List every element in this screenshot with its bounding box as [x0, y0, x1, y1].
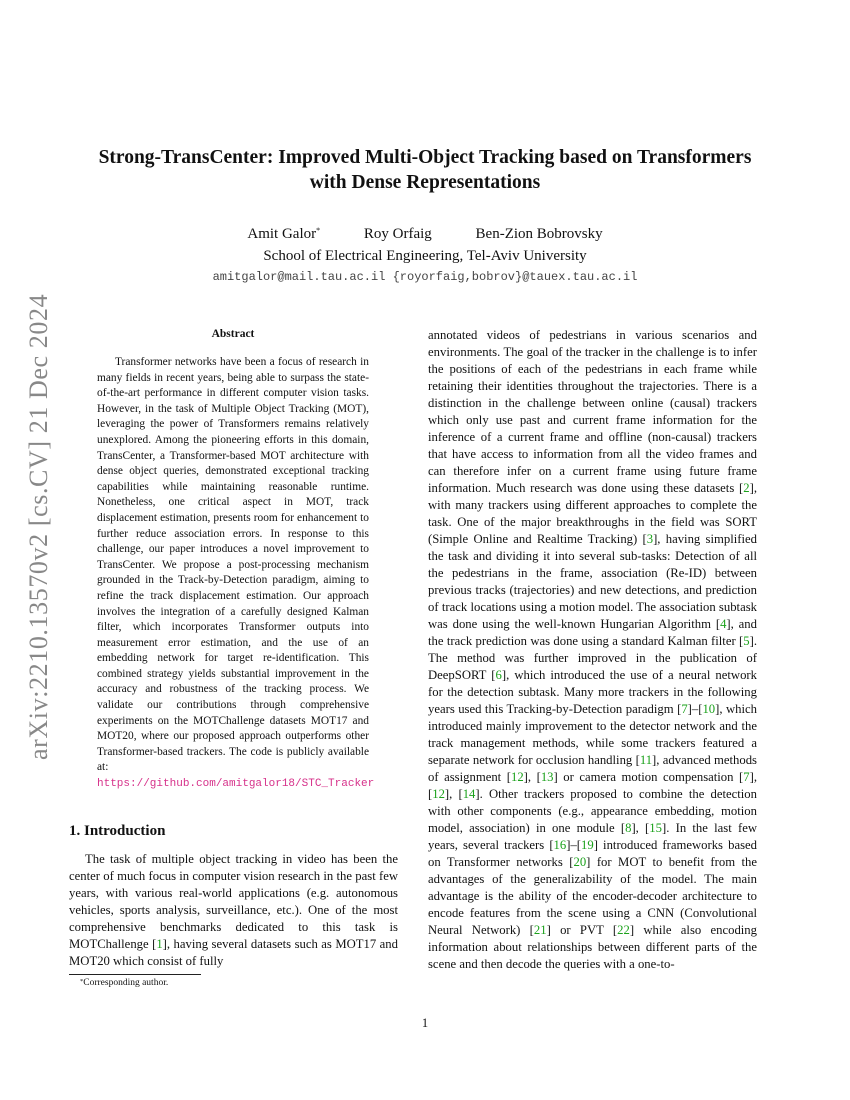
section-heading-introduction: 1. Introduction: [69, 823, 166, 839]
citation-link[interactable]: 11: [639, 753, 653, 767]
affiliation: School of Electrical Engineering, Tel-Aviv University: [263, 248, 587, 264]
citation-link[interactable]: 4: [720, 617, 727, 631]
code-url-link[interactable]: https://github.com/amitgalor18/STC_Tracker: [97, 778, 375, 791]
citation-link[interactable]: 21: [533, 923, 547, 937]
citation-link[interactable]: 16: [553, 838, 567, 852]
citation-link[interactable]: 6: [495, 668, 502, 682]
citation-link[interactable]: 8: [625, 821, 632, 835]
author-1-name: Amit Galor: [247, 226, 317, 242]
author-mark: *: [316, 226, 321, 235]
citation-link[interactable]: 10: [702, 702, 716, 716]
arxiv-identifier: arXiv:2210.13570v2 [cs.CV] 21 Dec 2024: [24, 293, 53, 760]
citation-link[interactable]: 3: [646, 532, 654, 546]
intro-left-column: [69, 851, 398, 970]
page-number: 1: [421, 1016, 429, 1030]
citation-link[interactable]: 19: [581, 838, 594, 852]
citation-link[interactable]: 5: [743, 634, 750, 648]
citation-link[interactable]: 1: [156, 937, 163, 951]
footnote-divider: [69, 974, 201, 975]
paper-title: [60, 145, 790, 195]
abstract-text: Transformer networks have been a focus of research in many fields in recent years, being able to surpass the state-of-the-art performance in different computer vision tasks. However, in the task of Multiple Object Tracking (MOT), leveraging the power of Transformers remains relatively unexplored. Among the pioneering efforts in this domain, TransCenter, a Transformer-based MOT architecture with dense object queries, demonstrated exceptional tracking capabilities while maintaining reasonable runtime. Nonetheless, one critical aspect in MOT, track displacement estimation, presents room for enhancement to further reduce association errors. In response to this challenge, our paper introduces a novel improvement to TransCenter. We propose a post-processing mechanism grounded in the Track-by-Detection paradigm, aiming to refine the track displacement estimation. Our approach involves the integration of a carefully designed Kalman filter, which incorporates Transformer outputs into measurement error estimation, and the use of an embedding network for target re-identification. This combined strategy yields substantial improvement in the accuracy and robustness of the tracking process. We validate our contributions through comprehensive experiments on the MOTChallenge datasets MOT17 and MOT20, where our proposed approach outperforms other Transformer-based trackers. The code is publicly available at:: [97, 356, 369, 774]
author-emails: amitgalor@mail.tau.ac.il {royorfaig,bobrov}@tauex.tau.ac.il: [212, 270, 638, 284]
footnote-text: Corresponding author.: [83, 978, 169, 988]
intro-paragraph-left: The task of multiple object tracking in video has been the center of much focus in computer vision research in the past few years, with various real-world applications (e.g. autonomous vehicles, sports analysis, surveillance, etc.). One of the most comprehensive benchmarks dedicated to this task is MOTChallenge [1], having several datasets such as MOT17 and MOT20 which consist of fully: [69, 852, 398, 968]
author-1: [247, 226, 320, 243]
intro-paragraph-right: annotated videos of pedestrians in various scenarios and environments. The goal of the tracker in the challenge is to infer the positions of each of the pedestrians in each frame while retaining their identities throughout the trajectories. There is a distinction in the challenge between online (causal) trackers which only use past and current frame information for the inference of a current frame and offline (non-causal) trackers that have access to information from all the video frames and can therefore infer on a current frame using future frame information. Much research was done using these datasets [2], with many trackers using different approaches to complete the task. One of the major breakthroughs in the field was SORT (Simple Online and Realtime Tracking) [3], having simplified the task and dividing it into several sub-tasks: Detection of all the pedestrians in the frame, association (Re-ID) between previous tracks (trajectories) and new detections, and prediction of track locations using a motion model. The association subtask was done using the well-known Hungarian Algorithm [4], and the track prediction was done using a standard Kalman filter [5]. The method was further improved in the publication of DeepSORT [6], which introduced the use of a neural network for the detection subtask. Many more trackers in the following years used this Tracking-by-Detection paradigm [7]–[10], which introduced mainly improvement to the detector network and the track management methods, while some trackers featured a separate network for occlusion handling [11], advanced methods of assignment [12], [13] or camera motion compensation [7], [12], [14]. Other trackers proposed to combine the detection with other components (e.g., appearance embedding, motion model, association) in one module [8], [15]. In the last few years, several trackers [16]–[19] introduced frameworks based on Transformer networks [20] for MOT to benefit from the advantages of the generalizability of the model. The main advantage is the ability of the encoder-decoder architecture to encode features from the scene using a CNN (Convolutional Neural Network) [21] or PVT [22] while also encoding information about relationships between different parts of the scene and then decode the queries with a one-to-: [428, 328, 758, 971]
intro-right-column: [428, 327, 757, 973]
citation-link[interactable]: 12: [432, 787, 445, 801]
citation-link[interactable]: 12: [510, 770, 524, 784]
citation-link[interactable]: 13: [540, 770, 554, 784]
citation-link[interactable]: 14: [462, 787, 476, 801]
citation-link[interactable]: 2: [743, 481, 750, 495]
footnote: [80, 978, 168, 988]
footnote-mark: *: [80, 978, 84, 985]
abstract-heading: Abstract: [211, 328, 255, 340]
citation-link[interactable]: 7: [681, 702, 688, 716]
author-2: Roy Orfaig: [363, 226, 432, 242]
citation-link[interactable]: 20: [573, 855, 587, 869]
title-line-1: Strong-TransCenter: Improved Multi-Object Tracking based on Transformers: [98, 147, 752, 168]
author-list: [0, 226, 850, 243]
author-3: Ben-Zion Bobrovsky: [475, 226, 603, 242]
citation-link[interactable]: 7: [743, 770, 750, 784]
title-line-2: with Dense Representations: [309, 172, 541, 193]
abstract-body: [97, 355, 375, 793]
citation-link[interactable]: 22: [617, 923, 630, 937]
citation-link[interactable]: 15: [649, 821, 662, 835]
